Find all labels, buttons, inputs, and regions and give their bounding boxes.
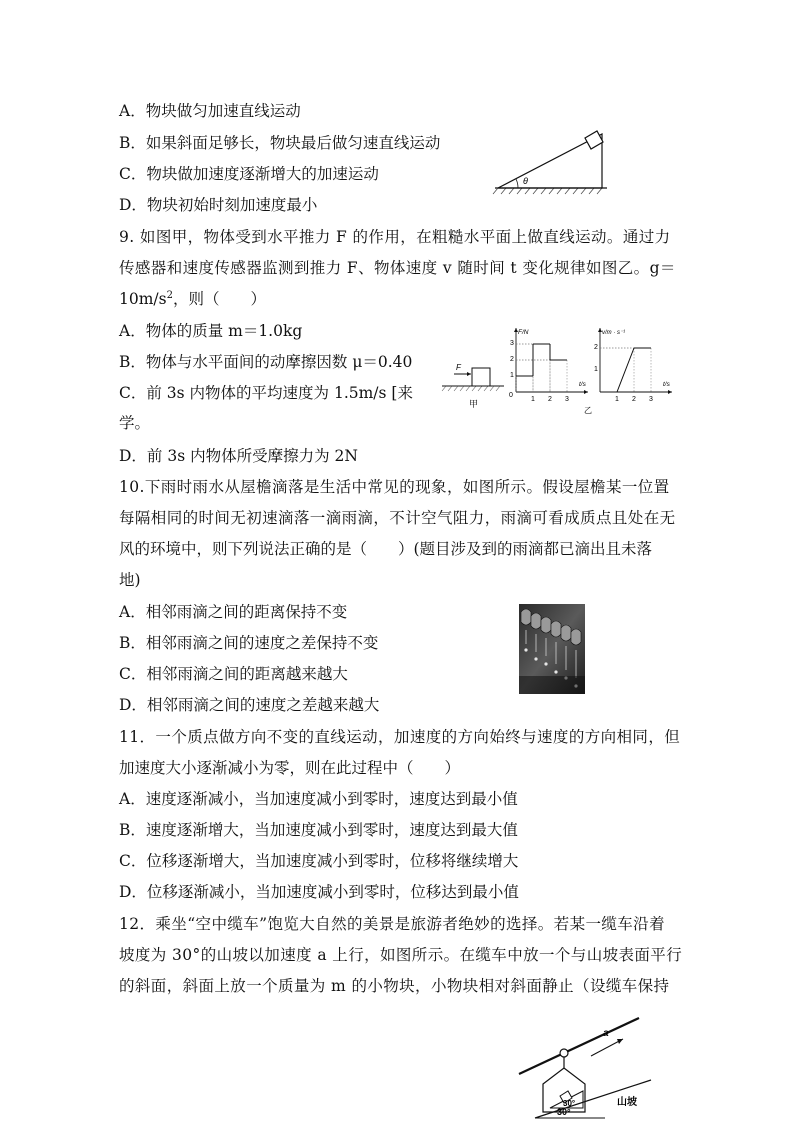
- q10-option-b: B．相邻雨滴之间的速度之差保持不变: [119, 634, 379, 652]
- q12-stem-line3: 的斜面，斜面上放一个质量为 m 的小物块，小物块相对斜面静止（设缆车保持: [119, 977, 670, 995]
- accel-label: a: [603, 1028, 609, 1039]
- q11-stem-line1: 11．一个质点做方向不变的直线运动，加速度的方向始终与速度的方向相同，但: [119, 728, 681, 746]
- q10-stem-line3: 风的环境中，则下列说法正确的是（ ）(题目涉及到的雨滴都已滴出且未落: [119, 540, 653, 558]
- ft-tick-t1: 1: [531, 396, 535, 403]
- vt-x-axis-arrow: [668, 390, 672, 394]
- vt-x-axis-label: t/s: [663, 381, 670, 388]
- q9-option-c-cont: 学。: [119, 414, 151, 432]
- jia-block: [472, 368, 490, 386]
- figure-jia-label: 甲: [469, 399, 479, 409]
- q10-option-d: D．相邻雨滴之间的速度之差越来越大: [119, 696, 380, 714]
- q10-stem-line2: 每隔相同的时间无初速滴落一滴雨滴，不计空气阻力，雨滴可看成质点且处在无: [119, 509, 676, 527]
- vt-tick-t2: 2: [632, 396, 636, 403]
- q9-option-c: C．前 3s 内物体的平均速度为 1.5m/s [来: [119, 384, 413, 402]
- q12-stem-line1: 12．乘坐“空中缆车”饱览大自然的美景是旅游者绝妙的选择。若某一缆车沿着: [119, 915, 665, 933]
- ft-y-axis-label: F/N: [518, 329, 529, 336]
- q10-option-a: A．相邻雨滴之间的距离保持不变: [119, 603, 348, 621]
- slope-label: 山坡: [617, 1097, 637, 1108]
- q9-option-b: B．物体与水平面间的动摩擦因数 μ＝0.40: [119, 353, 413, 371]
- incline-block: [585, 131, 603, 149]
- ft-tick-f2: 2: [510, 356, 514, 363]
- q10-stem-line1: 10.下雨时雨水从屋檐滴落是生活中常见的现象，如图所示。假设屋檐某一位置: [119, 478, 670, 496]
- force-arrow-head: [467, 372, 471, 376]
- jia-ground-hatch: [442, 386, 500, 391]
- ft-plot-area: [516, 344, 567, 392]
- q9-option-a: A．物体的质量 m＝1.0kg: [119, 322, 303, 340]
- vt-plot-area: [600, 348, 651, 392]
- q9-figure-yi: [508, 322, 680, 414]
- q8-option-d: D．物块初始时刻加速度最小: [119, 196, 318, 214]
- q11-stem-line2: 加速度大小逐渐减小为零，则在此过程中（ ）: [119, 759, 461, 777]
- q10-option-c: C．相邻雨滴之间的距离越来越大: [119, 665, 348, 683]
- cable-pulley: [560, 1049, 568, 1057]
- vt-tick-t1: 1: [615, 396, 619, 403]
- inner-angle-label: 30°: [563, 1099, 576, 1108]
- q8-option-c: C．物块做加速度逐渐增大的加速运动: [119, 165, 379, 183]
- ft-tick-t3: 3: [565, 396, 569, 403]
- ft-x-axis-label: t/s: [579, 381, 586, 388]
- q9-stem-line2: 传感器和速度传感器监测到推力 F、物体速度 v 随时间 t 变化规律如图乙。g＝: [119, 259, 676, 277]
- ft-tick-t2: 2: [548, 396, 552, 403]
- incline-triangle: [498, 134, 602, 188]
- theta-label: θ: [523, 176, 528, 186]
- vt-tick-v1: 1: [594, 366, 598, 373]
- ft-x-axis-arrow: [584, 390, 588, 394]
- q9-g-value: 10m/s: [119, 290, 167, 308]
- incline-ground-hatch: [493, 188, 602, 194]
- q10-stem-line4: 地): [119, 571, 141, 589]
- vt-y-axis-label: v/m · s⁻¹: [602, 330, 626, 336]
- ft-tick-t0: 0: [509, 392, 513, 399]
- figure-yi-label: 乙: [584, 406, 592, 414]
- ft-tick-f1: 1: [510, 372, 514, 379]
- theta-arc: [516, 179, 518, 188]
- q8-incline-figure: [490, 122, 612, 196]
- q8-option-a: A．物块做匀加速直线运动: [119, 102, 301, 120]
- q11-option-a: A．速度逐渐减小，当加速度减小到零时，速度达到最小值: [119, 790, 518, 808]
- ft-tick-f3: 3: [510, 340, 514, 347]
- q8-option-b: B．如果斜面足够长，物块最后做匀速直线运动: [119, 134, 441, 152]
- rain-eaves-photo: [519, 604, 585, 694]
- vt-segment-1: [617, 348, 634, 392]
- slope-angle-label: 30°: [557, 1107, 571, 1117]
- vt-tick-t3: 3: [649, 396, 653, 403]
- q11-option-b: B．速度逐渐增大，当加速度减小到零时，速度达到最大值: [119, 821, 518, 839]
- cable-car-figure: [505, 1014, 655, 1120]
- q9-stem-line3: [119, 289, 266, 309]
- q9-g-exponent: 2: [166, 289, 173, 301]
- q9-figure-jia: [440, 355, 510, 411]
- q12-stem-line2: 坡度为 30°的山坡以加速度 a 上行，如图所示。在缆车中放一个与山坡表面平行: [119, 946, 683, 964]
- force-label: F: [456, 363, 461, 372]
- q11-option-c: C．位移逐渐增大，当加速度减小到零时，位移将继续增大: [119, 852, 519, 870]
- vt-tick-v2: 2: [594, 344, 598, 351]
- q11-option-d: D．位移逐渐减小，当加速度减小到零时，位移达到最小值: [119, 883, 519, 901]
- q9-option-d: D．前 3s 内物体所受摩擦力为 2N: [119, 447, 358, 465]
- q9-stem-tail: ，则（ ）: [172, 290, 266, 308]
- q9-stem-line1: 9. 如图甲，物体受到水平推力 F 的作用，在粗糙水平面上做直线运动。通过力: [119, 228, 671, 246]
- cable-line: [519, 1018, 639, 1074]
